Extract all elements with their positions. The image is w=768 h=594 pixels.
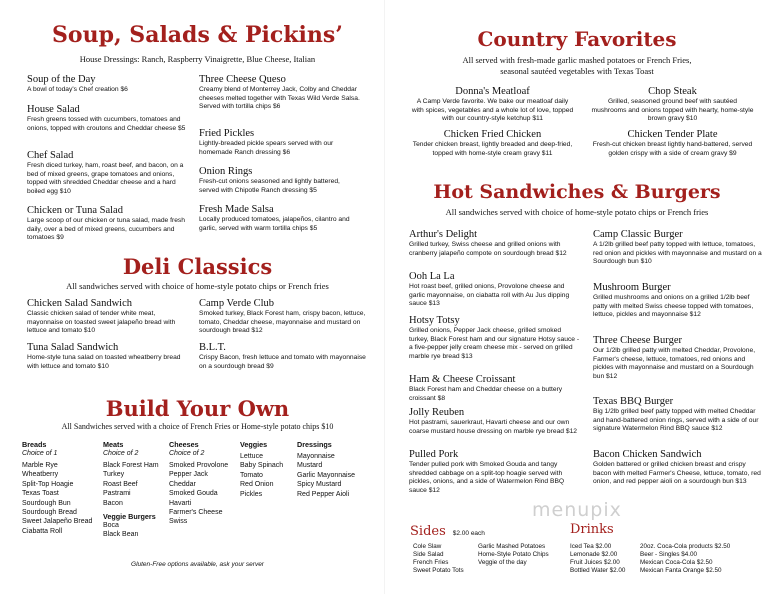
gluten-free-note: Gluten-Free options available, ask your server (131, 561, 264, 568)
menu-item (409, 314, 581, 373)
menu-item (410, 85, 575, 128)
item-desc: Hot pastrami, sauerkraut, Havarti cheese and our own coarse mustard house dressing on marble rye bread $12 (409, 419, 578, 435)
item-desc: Grilled, seasoned ground beef with sautéed mushrooms and onions topped with hearty, home-style brown gravy $10 (591, 98, 754, 123)
menu-item (593, 395, 763, 448)
list-item: Red Pepper Aioli (297, 490, 350, 498)
breads-column (22, 440, 102, 536)
item-name: Chicken Tender Plate (627, 129, 718, 140)
column-choice: Choice of 2 (169, 450, 205, 457)
item-name: Mushroom Burger (593, 282, 671, 293)
menu-item (27, 297, 187, 341)
item-name: Bacon Chicken Sandwich (593, 449, 702, 460)
build-title: Build Your Own (105, 396, 290, 421)
item-name: Chef Salad (27, 150, 74, 161)
list-item: French Fries (413, 559, 449, 566)
list-item: Lemonade $2.00 (570, 551, 618, 558)
sides-title: Sides (410, 524, 446, 539)
country-left-column (410, 85, 575, 158)
item-desc: Grilled onions, Pepper Jack cheese, grilled smoked turkey, Black Forest ham and our signature Hotsy sauce - a five-pepper jelly cream cheese mix - served on grilled marble rye bread $13 (409, 327, 580, 360)
list-item: Lettuce (240, 453, 263, 460)
menu-item (590, 128, 755, 158)
item-name: Fresh Made Salsa (199, 204, 274, 215)
item-desc: Large scoop of our chicken or tuna salad, made fresh daily, over a bed of mixed greens, cucumbers and tomatoes $9 (27, 217, 185, 242)
item-name: Ooh La La (409, 271, 455, 282)
sides-column-2 (478, 543, 549, 567)
item-name: Chicken Fried Chicken (443, 129, 542, 140)
item-name: B.L.T. (199, 342, 226, 353)
list-item: Turkey (103, 471, 125, 479)
list-item: Marble Rye (22, 462, 58, 469)
list-item: Bacon (103, 499, 123, 507)
item-name: Ham & Cheese Croissant (409, 374, 516, 385)
menu-item (409, 270, 581, 314)
drinks-title: Drinks (570, 522, 614, 537)
menu-item (199, 297, 367, 341)
item-name: Chicken or Tuna Salad (27, 205, 123, 216)
list-item: Garlic Mayonnaise (297, 471, 355, 479)
menu-item (27, 73, 187, 103)
list-item: Mexican Coca-Cola $2.50 (640, 559, 713, 566)
item-desc: Grilled turkey, Swiss cheese and grilled onions with cranberry jalapeño compote on sourdough bread $12 (409, 241, 567, 257)
item-name: Chicken Salad Sandwich (27, 298, 132, 309)
country-subtitle-1: All served with fresh-made garlic mashed potatoes or French Fries, (462, 55, 692, 65)
column-heading: Dressings (297, 440, 332, 449)
list-item: Mustard (297, 462, 323, 470)
list-item: Swiss (169, 518, 188, 526)
veggies-column (240, 440, 295, 499)
item-desc: Fresh-cut onions seasoned and lightly battered, served with Chipotle Ranch dressing $5 (199, 178, 340, 194)
list-item: 20oz. Coca-Cola products $2.50 (640, 543, 731, 550)
soup-right-column (199, 73, 361, 233)
dressings-column (297, 440, 377, 499)
item-desc: Our 1/2lb grilled patty with melted Cheddar, Provolone, Farmer's cheese, lettuce, tomatoes, red onions and pickles with mayonnaise and mustard on a Sourdough bun $12 (593, 347, 756, 380)
deli-left-column (27, 297, 187, 371)
column-choice: Choice of 1 (22, 450, 58, 457)
menu-item (593, 448, 763, 487)
item-desc: Tender chicken breast, lightly breaded and deep-fried, topped with home-style cream gravy $11 (412, 141, 573, 157)
item-name: Camp Verde Club (199, 298, 275, 309)
list-item: Wheatberry (22, 471, 59, 479)
item-desc: Creamy blend of Monterrey Jack, Colby and Cheddar cheeses melted together with Texas Wild Verde Salsa. Served with tortilla chips $6 (199, 86, 360, 111)
column-heading: Cheeses (169, 440, 199, 449)
list-item: Bottled Water $2.00 (570, 567, 626, 574)
list-item: Ciabatta Roll (22, 527, 63, 535)
list-item: Sweet Jalapeño Bread (22, 518, 93, 526)
menu-item (593, 228, 763, 281)
item-desc: Fresh greens tossed with cucumbers, tomatoes and onions, topped with croutons and Cheddar cheese $5 (27, 116, 186, 132)
item-desc: Black Forest ham and Cheddar cheese on a buttery croissant $8 (409, 386, 563, 402)
menu-item (199, 73, 361, 127)
menu-item (199, 203, 361, 233)
list-item: Baby Spinach (240, 462, 284, 470)
item-name: Camp Classic Burger (593, 229, 683, 240)
list-item: Smoked Gouda (169, 490, 218, 498)
list-item: Cheddar (169, 480, 196, 488)
country-title: Country Favorites (477, 27, 677, 51)
list-item: Black Forest Ham (103, 462, 159, 469)
list-item: Black Bean (103, 531, 139, 539)
column-heading: Veggies (240, 440, 268, 449)
item-desc: Smoked turkey, Black Forest ham, crispy bacon, lettuce, tomato, Cheddar cheese, mayonnaise and mustard on sourdough bread $12 (199, 310, 366, 335)
menu-item (590, 85, 755, 128)
page-divider (384, 0, 385, 594)
item-name: Onion Rings (199, 166, 253, 177)
item-desc: A bowl of today's Chef creation $6 (27, 86, 128, 93)
list-item: Roast Beef (103, 480, 138, 488)
cheeses-column (169, 440, 239, 527)
list-item: Beer - Singles $4.00 (640, 551, 698, 558)
item-desc: Hot roast beef, grilled onions, Provolone cheese and garlic mayonnaise, on ciabatta roll with Au Jus dipping sauce $13 (409, 283, 570, 308)
item-name: Three Cheese Burger (593, 335, 683, 346)
deli-subtitle: All sandwiches served with choice of home-style potato chips or French fries (66, 281, 329, 291)
item-desc: Fresh-cut chicken breast lightly hand-battered, served golden crispy with a side of cream gravy $9 (592, 141, 753, 157)
list-item: Sourdough Bread (22, 509, 77, 517)
drinks-column-2 (640, 543, 730, 575)
menu-item (27, 103, 187, 149)
sides-column-1 (413, 543, 464, 575)
item-desc: Tender pulled pork with Smoked Gouda and tangy shredded cabbage on a split-top hoagie served with pickles, onions, and a side of Watermelon Rind BBQ sauce $12 (409, 461, 565, 494)
list-item: Boca (103, 522, 119, 530)
list-item: Mexican Fanta Orange $2.50 (640, 567, 722, 574)
list-item: Havarti (169, 499, 192, 507)
list-item: Spicy Mustard (297, 481, 342, 489)
sides-price: $2.00 each (452, 530, 485, 537)
list-item: Farmer's Cheese (169, 509, 223, 517)
drinks-column-1 (570, 543, 625, 575)
list-item: Tomato (240, 471, 263, 479)
soup-left-column (27, 73, 187, 243)
item-name: Donna's Meatloaf (455, 86, 530, 97)
veggie-burgers-heading: Veggie Burgers (103, 512, 156, 522)
list-item: Pickles (240, 490, 263, 498)
item-desc: Locally produced tomatoes, jalapeños, cilantro and garlic, served with warm tortilla chips $5 (199, 216, 350, 232)
menu-item (27, 149, 187, 204)
list-item: Home-Style Potato Chips (478, 551, 549, 558)
build-subtitle: All Sandwiches served with a choice of French Fries or Home-style potato chips $10 (61, 422, 334, 431)
meats-column (103, 440, 169, 540)
list-item: Cole Slaw (413, 543, 442, 550)
item-name: Hotsy Totsy (409, 315, 460, 326)
hot-left-column (409, 228, 581, 495)
menu-item (410, 128, 575, 158)
list-item: Sweet Potato Tots (413, 567, 464, 574)
list-item: Pepper Jack (169, 471, 208, 479)
item-name: Tuna Salad Sandwich (27, 342, 119, 353)
list-item: Veggie of the day (478, 559, 527, 566)
list-item: Texas Toast (22, 490, 59, 498)
item-desc: Classic chicken salad of tender white meat, mayonnaise on toasted sweet jalapeño bread with lettuce and tomato $10 (27, 310, 176, 335)
item-desc: A 1/2lb grilled beef patty topped with lettuce, tomatoes, red onion and pickles with mayonnaise and mustard on a Sourdough bun $10 (593, 241, 762, 266)
menu-item (199, 165, 361, 203)
item-desc: Big 1/2lb grilled beef patty topped with melted Cheddar and hand-battered onion rings, served with a side of our signature Watermelon Rind BBQ sauce $12 (593, 408, 759, 433)
item-name: Chop Steak (648, 86, 697, 97)
item-name: Arthur's Delight (409, 229, 478, 240)
sides-header (410, 522, 485, 540)
deli-title: Deli Classics (122, 254, 273, 279)
menu-item (27, 204, 187, 243)
item-name: Fried Pickles (199, 128, 255, 139)
column-choice: Choice of 2 (103, 450, 139, 457)
item-desc: Fresh diced turkey, ham, roast beef, and bacon, on a bed of mixed greens, grape tomatoes and onions, topped with shredded Cheddar cheese and a hard boiled egg $10 (27, 162, 184, 195)
list-item: Side Salad (413, 551, 444, 558)
hot-subtitle: All sandwiches served with choice of home-style potato chips or French fries (445, 207, 709, 217)
menu-item (409, 448, 581, 495)
item-desc: Lightly-breaded pickle spears served with our homemade Ranch dressing $6 (199, 140, 334, 156)
item-name: Three Cheese Queso (199, 74, 286, 85)
menu-item (199, 127, 361, 165)
item-name: Jolly Reuben (409, 407, 465, 418)
country-right-column (590, 85, 755, 158)
soup-title: Soup, Salads & Pickins’ (52, 22, 343, 48)
list-item: Split-Top Hoagie (22, 480, 74, 488)
deli-right-column (199, 297, 367, 371)
column-heading: Breads (22, 440, 47, 449)
item-desc: Grilled mushrooms and onions on a grilled 1/2lb beef patty with melted Swiss cheese topped with tomatoes, lettuce, pickles and mayonnaise $12 (593, 294, 754, 319)
list-item: Mayonnaise (297, 453, 335, 460)
hot-title: Hot Sandwiches & Burgers (433, 181, 721, 203)
menu-item (593, 334, 763, 395)
list-item: Red Onion (240, 481, 274, 489)
menupix-watermark: menupix (532, 499, 622, 521)
list-item: Pastrami (103, 490, 131, 498)
dressings-line: House Dressings: Ranch, Raspberry Vinaigrette, Blue Cheese, Italian (79, 54, 316, 64)
hot-right-column (593, 228, 763, 487)
menu-item (409, 406, 581, 448)
column-heading: Meats (103, 440, 124, 449)
list-item: Fruit Juices $2.00 (570, 559, 620, 566)
country-subtitle-2: seasonal sautéed vegetables with Texas Toast (500, 66, 654, 76)
item-name: House Salad (27, 104, 80, 115)
menu-item (409, 373, 581, 406)
list-item: Iced Tea $2.00 (570, 543, 612, 550)
menu-item (409, 228, 581, 270)
menu-item (593, 281, 763, 334)
item-desc: Golden battered or grilled chicken breast and crispy bacon with melted Farmer's Cheese, lettuce, tomato, red onion, and red pepper aioli on a sourdough bun $13 (593, 461, 761, 486)
menu-item (199, 341, 367, 371)
item-desc: A Camp Verde favorite. We bake our meatloaf daily with spices, vegetables and a whole lot of love, topped with our country-style ketchup $11 (411, 98, 574, 123)
list-item: Garlic Mashed Potatoes (478, 543, 546, 550)
item-name: Soup of the Day (27, 74, 96, 85)
item-desc: Crispy Bacon, fresh lettuce and tomato with mayonnaise on a sourdough bread $9 (199, 354, 366, 370)
item-name: Texas BBQ Burger (593, 396, 674, 407)
list-item: Smoked Provolone (169, 462, 229, 469)
item-desc: Home-style tuna salad on toasted wheatberry bread with lettuce and tomato $10 (27, 354, 181, 370)
menu-item (27, 341, 187, 371)
item-name: Pulled Pork (409, 449, 459, 460)
list-item: Sourdough Bun (22, 499, 71, 507)
